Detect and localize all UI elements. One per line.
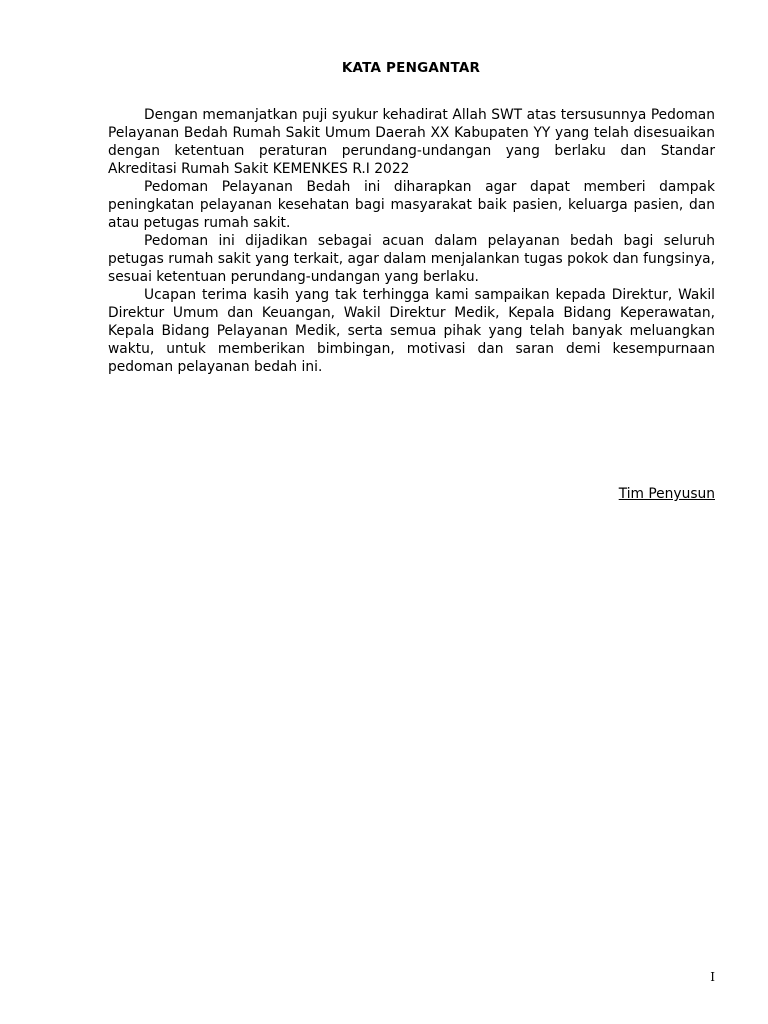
paragraph-reference: Pedoman ini dijadikan sebagai acuan dalam pelayanan bedah bagi seluruh petugas rumah sakit yang terkait, agar dalam menjalankan tugas pokok dan fungsinya, sesuai ketentuan perundang-undangan yang berlaku. (108, 233, 715, 285)
paragraph-opening: Dengan memanjatkan puji syukur kehadirat Allah SWT atas tersusunnya Pedoman Pelayanan Bedah Rumah Sakit Umum Daerah XX Kabupaten YY yang telah disesuaikan dengan ketentuan peraturan perundang-undangan yang berlaku dan Standar Akreditasi Rumah Sakit KEMENKES R.I 2022 (108, 107, 715, 177)
document-body (108, 106, 715, 376)
page-number: I (710, 970, 715, 984)
paragraph-acknowledgement: Ucapan terima kasih yang tak terhingga kami sampaikan kepada Direktur, Wakil Direktur Umum dan Keuangan, Wakil Direktur Medik, Kepala Bidang Keperawatan, Kepala Bidang Pelayanan Medik, serta semua pihak yang telah banyak meluangkan waktu, untuk memberikan bimbingan, motivasi dan saran demi kesempurnaan pedoman pelayanan bedah ini. (108, 287, 715, 375)
page-title: KATA PENGANTAR (341, 60, 481, 76)
paragraph-purpose: Pedoman Pelayanan Bedah ini diharapkan agar dapat memberi dampak peningkatan pelayanan kesehatan bagi masyarakat baik pasien, keluarga pasien, dan atau petugas rumah sakit. (108, 179, 715, 231)
signature-author: Tim Penyusun (618, 486, 715, 502)
